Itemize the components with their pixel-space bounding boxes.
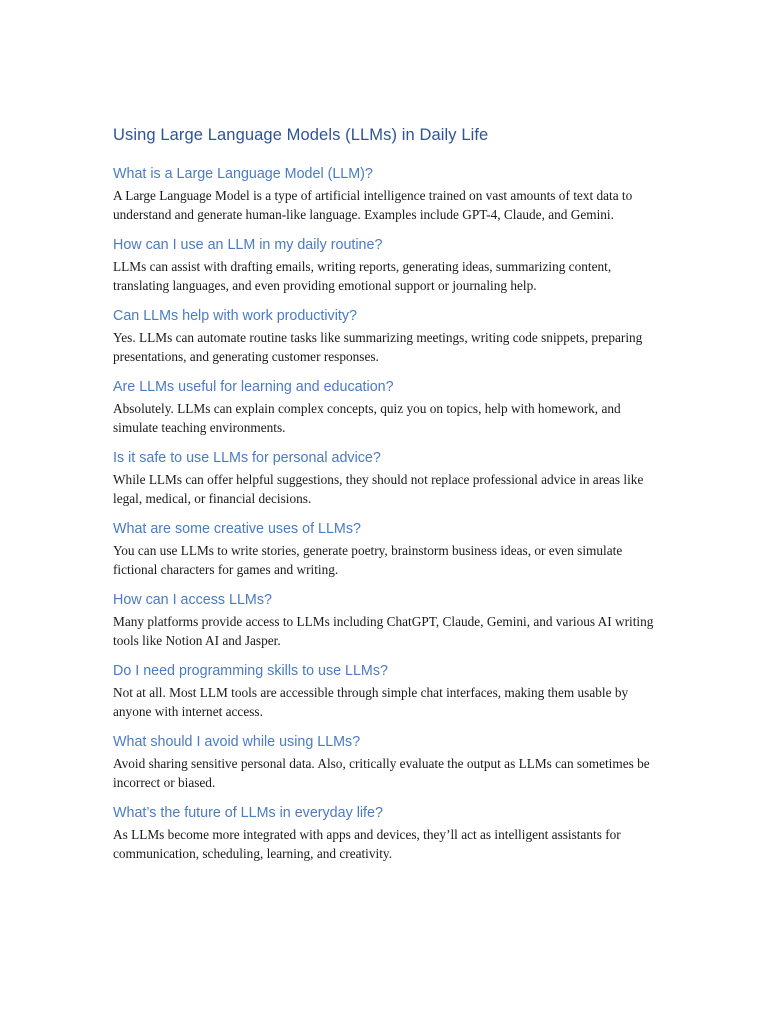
- document-page: [113, 124, 658, 873]
- faq-item: [113, 731, 658, 792]
- document-title: Using Large Language Models (LLMs) in Daily Life: [113, 126, 489, 144]
- faq-answer: Absolutely. LLMs can explain complex concepts, quiz you on topics, help with homework, and simulate teaching environments.: [113, 401, 621, 435]
- faq-question: Do I need programming skills to use LLMs?: [113, 663, 388, 679]
- faq-answer: Not at all. Most LLM tools are accessible through simple chat interfaces, making them usable by anyone with internet access.: [113, 685, 629, 719]
- faq-question: Are LLMs useful for learning and education?: [113, 379, 394, 395]
- faq-question: How can I access LLMs?: [113, 592, 272, 608]
- faq-answer: You can use LLMs to write stories, generate poetry, brainstorm business ideas, or even simulate fictional characters for games and writing.: [113, 543, 623, 577]
- faq-item: [113, 802, 658, 863]
- faq-question: How can I use an LLM in my daily routine?: [113, 237, 383, 253]
- faq-answer: Avoid sharing sensitive personal data. Also, critically evaluate the output as LLMs can sometimes be incorrect or biased.: [113, 756, 650, 790]
- faq-question: What are some creative uses of LLMs?: [113, 521, 361, 537]
- faq-question: Can LLMs help with work productivity?: [113, 308, 357, 324]
- faq-answer: Yes. LLMs can automate routine tasks like summarizing meetings, writing code snippets, preparing presentations, and generating customer responses.: [113, 330, 643, 364]
- faq-item: [113, 163, 658, 224]
- faq-answer: As LLMs become more integrated with apps and devices, they’ll act as intelligent assistants for communication, scheduling, learning, and creativity.: [113, 827, 621, 861]
- faq-question: What should I avoid while using LLMs?: [113, 734, 361, 750]
- faq-question: Is it safe to use LLMs for personal advice?: [113, 450, 381, 466]
- faq-answer: A Large Language Model is a type of artificial intelligence trained on vast amounts of text data to understand and generate human-like language. Examples include GPT-4, Claude, and Gemini.: [113, 188, 633, 222]
- faq-item: [113, 305, 658, 366]
- faq-question: What’s the future of LLMs in everyday life?: [113, 805, 383, 821]
- faq-item: [113, 660, 658, 721]
- faq-answer: LLMs can assist with drafting emails, writing reports, generating ideas, summarizing content, translating languages, and even providing emotional support or journaling help.: [113, 259, 612, 293]
- faq-item: [113, 589, 658, 650]
- faq-answer: Many platforms provide access to LLMs including ChatGPT, Claude, Gemini, and various AI writing tools like Notion AI and Jasper.: [113, 614, 654, 648]
- faq-item: [113, 447, 658, 508]
- faq-item: [113, 234, 658, 295]
- faq-item: [113, 518, 658, 579]
- faq-question: What is a Large Language Model (LLM)?: [113, 166, 373, 182]
- faq-item: [113, 376, 658, 437]
- faq-answer: While LLMs can offer helpful suggestions, they should not replace professional advice in areas like legal, medical, or financial decisions.: [113, 472, 644, 506]
